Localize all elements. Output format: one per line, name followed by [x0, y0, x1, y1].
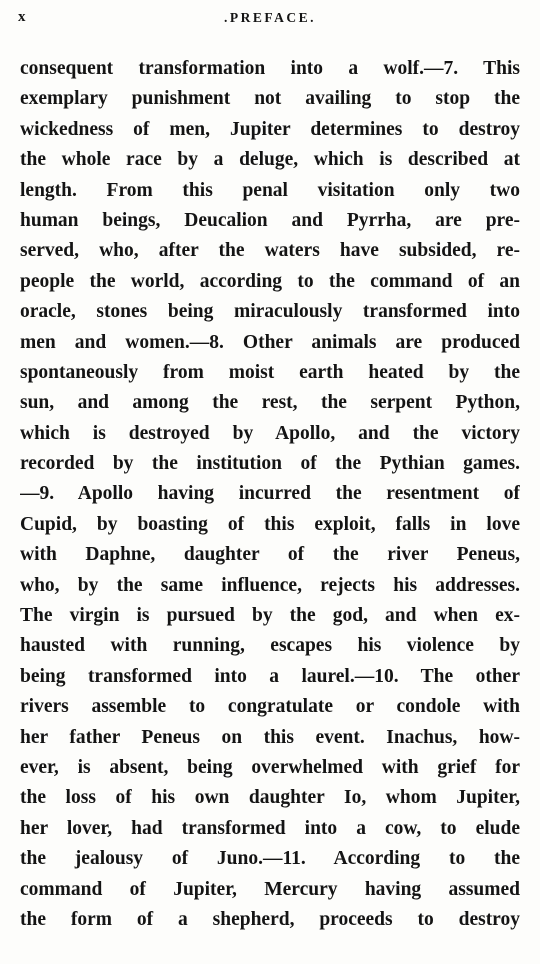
- running-head: .PREFACE.: [224, 10, 316, 25]
- preface-body-text: [20, 54, 520, 935]
- text-line: being transformed into a laurel.—10. The other: [20, 665, 520, 687]
- text-line: hausted with running, escapes his violence by: [20, 635, 520, 657]
- text-line: with Daphne, daughter of the river Peneus,: [20, 544, 520, 566]
- text-line: consequent transformation into a wolf.—7. This: [20, 58, 520, 79]
- text-line: spontaneously from moist earth heated by the: [20, 361, 520, 383]
- text-line: the loss of his own daughter Io, whom Jupiter,: [20, 787, 520, 809]
- text-line: The virgin is pursued by the god, and when ex-: [20, 605, 520, 627]
- text-line: her father Peneus on this event. Inachus, how-: [20, 726, 520, 748]
- text-line: ever, is absent, being overwhelmed with grief for: [20, 756, 520, 778]
- text-line: exemplary punishment not availing to stop the: [20, 88, 520, 110]
- text-line: —9. Apollo having incurred the resentment of: [20, 483, 520, 505]
- text-line: recorded by the institution of the Pythian games.: [20, 453, 520, 475]
- text-line: sun, and among the rest, the serpent Python,: [20, 392, 520, 414]
- text-line: which is destroyed by Apollo, and the victory: [20, 422, 520, 444]
- text-line: Cupid, by boasting of this exploit, falls in love: [20, 513, 520, 535]
- text-line: the form of a shepherd, proceeds to destroy: [20, 908, 520, 930]
- page-number: x: [18, 9, 27, 25]
- text-line: served, who, after the waters have subsided, re-: [20, 240, 520, 262]
- text-line: the whole race by a deluge, which is described at: [20, 149, 520, 171]
- text-line: men and women.—8. Other animals are produced: [20, 331, 520, 353]
- text-line: rivers assemble to congratulate or condole with: [20, 696, 520, 718]
- text-line: the jealousy of Juno.—11. According to the: [20, 848, 520, 870]
- text-line: wickedness of men, Jupiter determines to destroy: [20, 118, 520, 140]
- text-line: length. From this penal visitation only two: [20, 179, 520, 201]
- text-line: human beings, Deucalion and Pyrrha, are pre-: [20, 209, 520, 231]
- text-line: command of Jupiter, Mercury having assumed: [20, 878, 520, 900]
- text-line: her lover, had transformed into a cow, to elude: [20, 817, 520, 839]
- page-header: [18, 9, 522, 31]
- text-line: people the world, according to the command of an: [20, 270, 520, 292]
- text-line: oracle, stones being miraculously transformed into: [20, 301, 520, 323]
- text-line: who, by the same influence, rejects his addresses.: [20, 574, 520, 596]
